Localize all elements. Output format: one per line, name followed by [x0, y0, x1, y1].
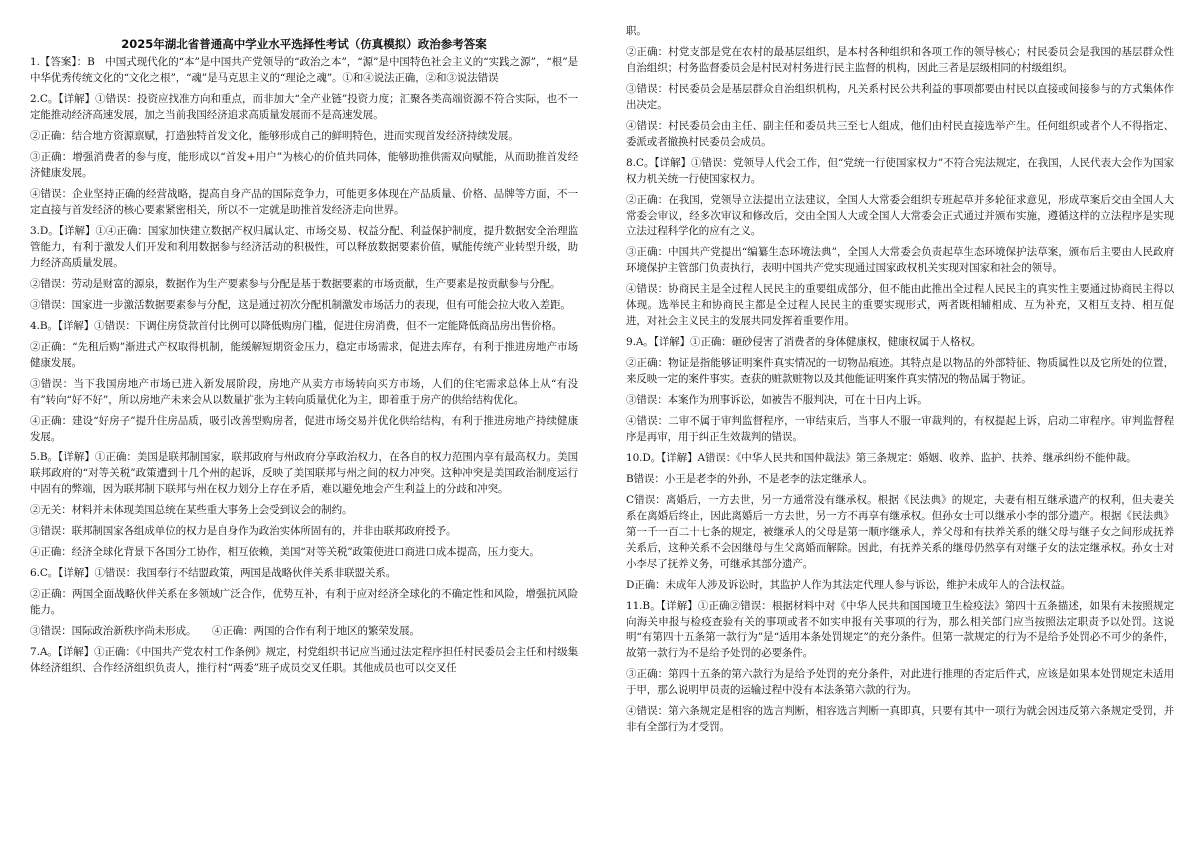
answer-paragraph: ④错误：村民委员会由主任、副主任和委员共三至七人组成，他们由村民直接选举产生。任何组织或者个人不得指定、委派或者撤换村民委员会成员。 [626, 119, 1174, 148]
answer-paragraph: ④错误：协商民主是全过程人民民主的重要组成部分，但不能由此推出全过程人民民主的真实性主要通过协商民主得以体现。选举民主和协商民主都是全过程人民民主的重要实现形式，两者既相辅相成、互为补充，又相互支持、相互促进，对社会主义民主的发展共同发挥着重要作用。 [626, 283, 1174, 328]
answer-paragraph: ②正确：结合地方资源禀赋，打造独特首发文化，能够形成自己的鲜明特色，进而实现首发经济持续发展。 [30, 130, 519, 143]
answer-paragraph: ③正确：中国共产党提出“编纂生态环境法典”，全国人大常委会负责起草生态环境保护法草案，颁布后主要由人民政府环境保护主管部门负责执行，表明中国共产党实现通过国家政权机关实现对国家和社会的领导。 [626, 246, 1174, 275]
document-title: 2025年湖北省普通高中学业水平选择性考试（仿真模拟）政治参考答案 [121, 37, 487, 51]
answer-paragraph: 6.C。【详解】①错误：我国奉行不结盟政策，两国是战略伙伴关系非联盟关系。 [30, 567, 397, 580]
answer-paragraph: ④错误：第六条规定是相容的选言判断，相容选言判断一真即真，只要有其中一项行为就会因违反第六条规定受罚，并非有全部行为才受罚。 [626, 705, 1174, 734]
left-column [30, 0, 578, 849]
answer-paragraph: ④正确：建设“好房子”提升住房品质，吸引改善型购房者，促进市场交易并优化供给结构，有利于推进房地产持续健康发展。 [30, 414, 578, 443]
answer-paragraph: 11.B。【详解】①正确②错误：根据材料中对《中华人民共和国国境卫生检疫法》第四十五条描述，如果有未按照规定向海关申报与检疫查验有关的事项或者不如实申报有关事项的行为，那么相关部门应当按照法定职责予以处罚。这说明“有第四十五条第一款行为”是“适用本条处罚规定”的充分条件。但第一款规定的行为不是给予处罚必不可少的条件，故第一款行为不是给予处罚的必要条件。 [626, 599, 1174, 660]
answer-paragraph: ③正确：增强消费者的参与度，能形成以“首发+用户”为核心的价值共同体，能够助推供需双向赋能，从而助推首发经济健康发展。 [30, 151, 578, 180]
answer-paragraph: 8.C。【详解】①错误：党领导人代会工作，但“党统一行使国家权力”不符合宪法规定，在我国，人民代表大会作为国家权力机关统一行使国家权力。 [626, 156, 1174, 185]
answer-paragraph: 1.【答案】：B 中国式现代化的“本”是中国共产党领导的“政治之本”，“源”是中国特色社会主义的“实践之源”，“根”是中华优秀传统文化的“文化之根”，“魂”是马克思主义的“理论之魂”。①和④说法正确，②和③说法错误 [30, 56, 578, 85]
answer-paragraph: ②正确：“先租后购”渐进式产权取得机制，能缓解短期资金压力，稳定市场需求，促进去库存，有利于推进房地产市场健康发展。 [30, 340, 578, 369]
answer-paragraph: 职。 [626, 25, 647, 37]
answer-paragraph: ②无关：材料并未体现美国总统在某些重大事务上会受到议会的制约。 [30, 504, 353, 517]
answer-paragraph: ③错误：当下我国房地产市场已进入新发展阶段，房地产从卖方市场转向买方市场，人们的住宅需求总体上从“有没有”转向“好不好”，所以房地产未来会从以数量扩张为主转向质量优化为主，即着重于房产的供给结构优化。 [30, 377, 578, 406]
answer-paragraph: ④错误：二审不属于审判监督程序，一审结束后，当事人不服一审裁判的，有权提起上诉，启动二审程序。审判监督程序是再审，用于纠正生效裁判的错误。 [626, 415, 1174, 443]
answer-paragraph: ④正确：经济全球化背景下各国分工协作，相互依赖，美国“对等关税”政策使进口商进口成本提高，压力变大。 [30, 546, 540, 559]
answer-paragraph: D正确：未成年人涉及诉讼时，其监护人作为其法定代理人参与诉讼，维护未成年人的合法权益。 [626, 578, 1072, 591]
answer-paragraph: ②正确：村党支部是党在农村的最基层组织，是本村各种组织和各项工作的领导核心；村民委员会是我国的基层群众性自治组织；村务监督委员会是村民对村务进行民主监督的机构，因此三者是层级相同的村级组织。 [626, 45, 1174, 74]
right-paragraphs [626, 24, 1174, 736]
answer-paragraph: ②正确：在我国，党领导立法提出立法建议，全国人大常委会组织专班起草并多轮征求意见，形成草案后交由全国人大常委会审议，经多次审议和修改后，交由全国人大或全国人大常委会正式通过并颁布实施，遵循这样的立法程序是实现立法过程科学化的应有之义。 [626, 193, 1174, 238]
answer-paragraph: C错误：离婚后，一方去世，另一方通常没有继承权。根据《民法典》的规定，夫妻有相互继承遗产的权利，但夫妻关系在离婚后终止，因此离婚后一方去世，另一方不再享有继承权。但孙女士可以继承小李的部分遗产。根据《民法典》第一千一百二十七条的规定，被继承人的父母是第一顺序继承人，养父母和有扶养关系的继父母与继子女之间形成抚养关系后，这种关系不会因继母与生父离婚而解除。因此，有抚养关系的继母仍然享有对继子女的法定继承权。孙女士对小李尽了抚养义务，可继承其部分遗产。 [626, 493, 1174, 570]
answer-paragraph: ③错误：村民委员会是基层群众自治组织机构，凡关系村民公共利益的事项都要由村民以直接或间接参与的方式集体作出决定。 [626, 82, 1174, 111]
answer-paragraph: ③错误：本案作为刑事诉讼，如被告不服判决，可在十日内上诉。 [626, 394, 928, 407]
left-paragraphs [30, 55, 578, 676]
answer-paragraph: ③错误：联邦制国家各组成单位的权力是自身作为政治实体所固有的，并非由联邦政府授予。 [30, 525, 457, 538]
answer-paragraph: ②正确：物证是指能够证明案件真实情况的一切物品痕迹。其特点是以物品的外部特征、物质属性以及它所处的位置，来反映一定的案件事实。查获的赃款赃物以及其他能证明案件真实情况的物品属于物证。 [626, 357, 1174, 386]
answer-paragraph: 3.D。【详解】①④正确：国家加快建立数据产权归属认定、市场交易、权益分配、利益保护制度，提升数据安全治理监管能力，有利于激发人们开发和利用数据参与经济活动的积极性，可以释放数据要素价值，赋能传统产业转型升级，助力经济高质量发展。 [30, 225, 578, 269]
answer-paragraph: 2.C。【详解】①错误：投资应找准方向和重点，而非加大“全产业链”投资力度；汇聚各类高端资源不符合实际，也不一定能推动经济高速发展，加之当前我国经济追求高质量发展而不是高速发展。 [30, 93, 578, 122]
answer-paragraph: ③正确：第四十五条的第六款行为是给予处罚的充分条件，对此进行推理的否定后件式，应该是如果本处罚规定未适用于甲，那么说明甲员责的运输过程中没有本法条第六款的行为。 [626, 668, 1174, 697]
answer-paragraph: 10.D。【详解】A错误：《中华人民共和国仲裁法》第三条规定：婚姻、收养、监护、扶养、继承纠纷不能仲裁。 [626, 451, 1137, 464]
answer-paragraph: ④错误：企业坚持正确的经营战略，提高自身产品的国际竞争力，可能更多体现在产品质量、价格、品牌等方面，不一定直接与首发经济的核心要素紧密相关，所以不一定就是助推首发经济走向世界。 [30, 188, 578, 217]
answer-paragraph: 4.B。【详解】①错误：下调住房贷款首付比例可以降低购房门槛，促进住房消费，但不一定能降低商品房出售价格。 [30, 319, 563, 332]
answer-paragraph: ②正确：两国全面战略伙伴关系在多领域广泛合作，优势互补，有利于应对经济全球化的不确定性和风险，增强抗风险能力。 [30, 588, 578, 617]
answer-paragraph: ②错误：劳动是财富的源泉，数据作为生产要素参与分配是基于数据要素的市场贡献，生产要素是按贡献参与分配。 [30, 277, 561, 290]
answer-paragraph: B错误：小王是老李的外孙，不是老李的法定继承人。 [626, 472, 873, 485]
answer-paragraph: ③错误：国际政治新秩序尚未形成。 ④正确：两国的合作有利于地区的繁荣发展。 [30, 625, 420, 638]
answer-paragraph: 7.A。【详解】①正确：《中国共产党农村工作条例》规定，村党组织书记应当通过法定程序担任村民委员会主任和村级集体经济组织、合作经济组织负责人，推行村“两委”班子成员交叉任职。其他成员也可以交叉任 [30, 646, 578, 674]
answer-paragraph: 5.B。【详解】①正确：美国是联邦制国家，联邦政府与州政府分享政治权力，在各自的权力范围内享有最高权力。美国联邦政府的“对等关税”政策遭到十几个州的起诉，反映了美国联邦与州之间的权力冲突。这种冲突是美国政治制度运行中固有的弊端，因为联邦制下联邦与州在权力划分上存在矛盾，难以避免地会产生利益上的分歧和冲突。 [30, 451, 578, 496]
answer-paragraph: ③错误：国家进一步激活数据要素参与分配，这是通过初次分配机制激发市场活力的表现，但有可能会拉大收入差距。 [30, 298, 571, 311]
right-column [626, 0, 1174, 849]
answer-paragraph: 9.A。【详解】①正确：砸砂侵害了消费者的身体健康权，健康权属于人格权。 [626, 336, 982, 349]
